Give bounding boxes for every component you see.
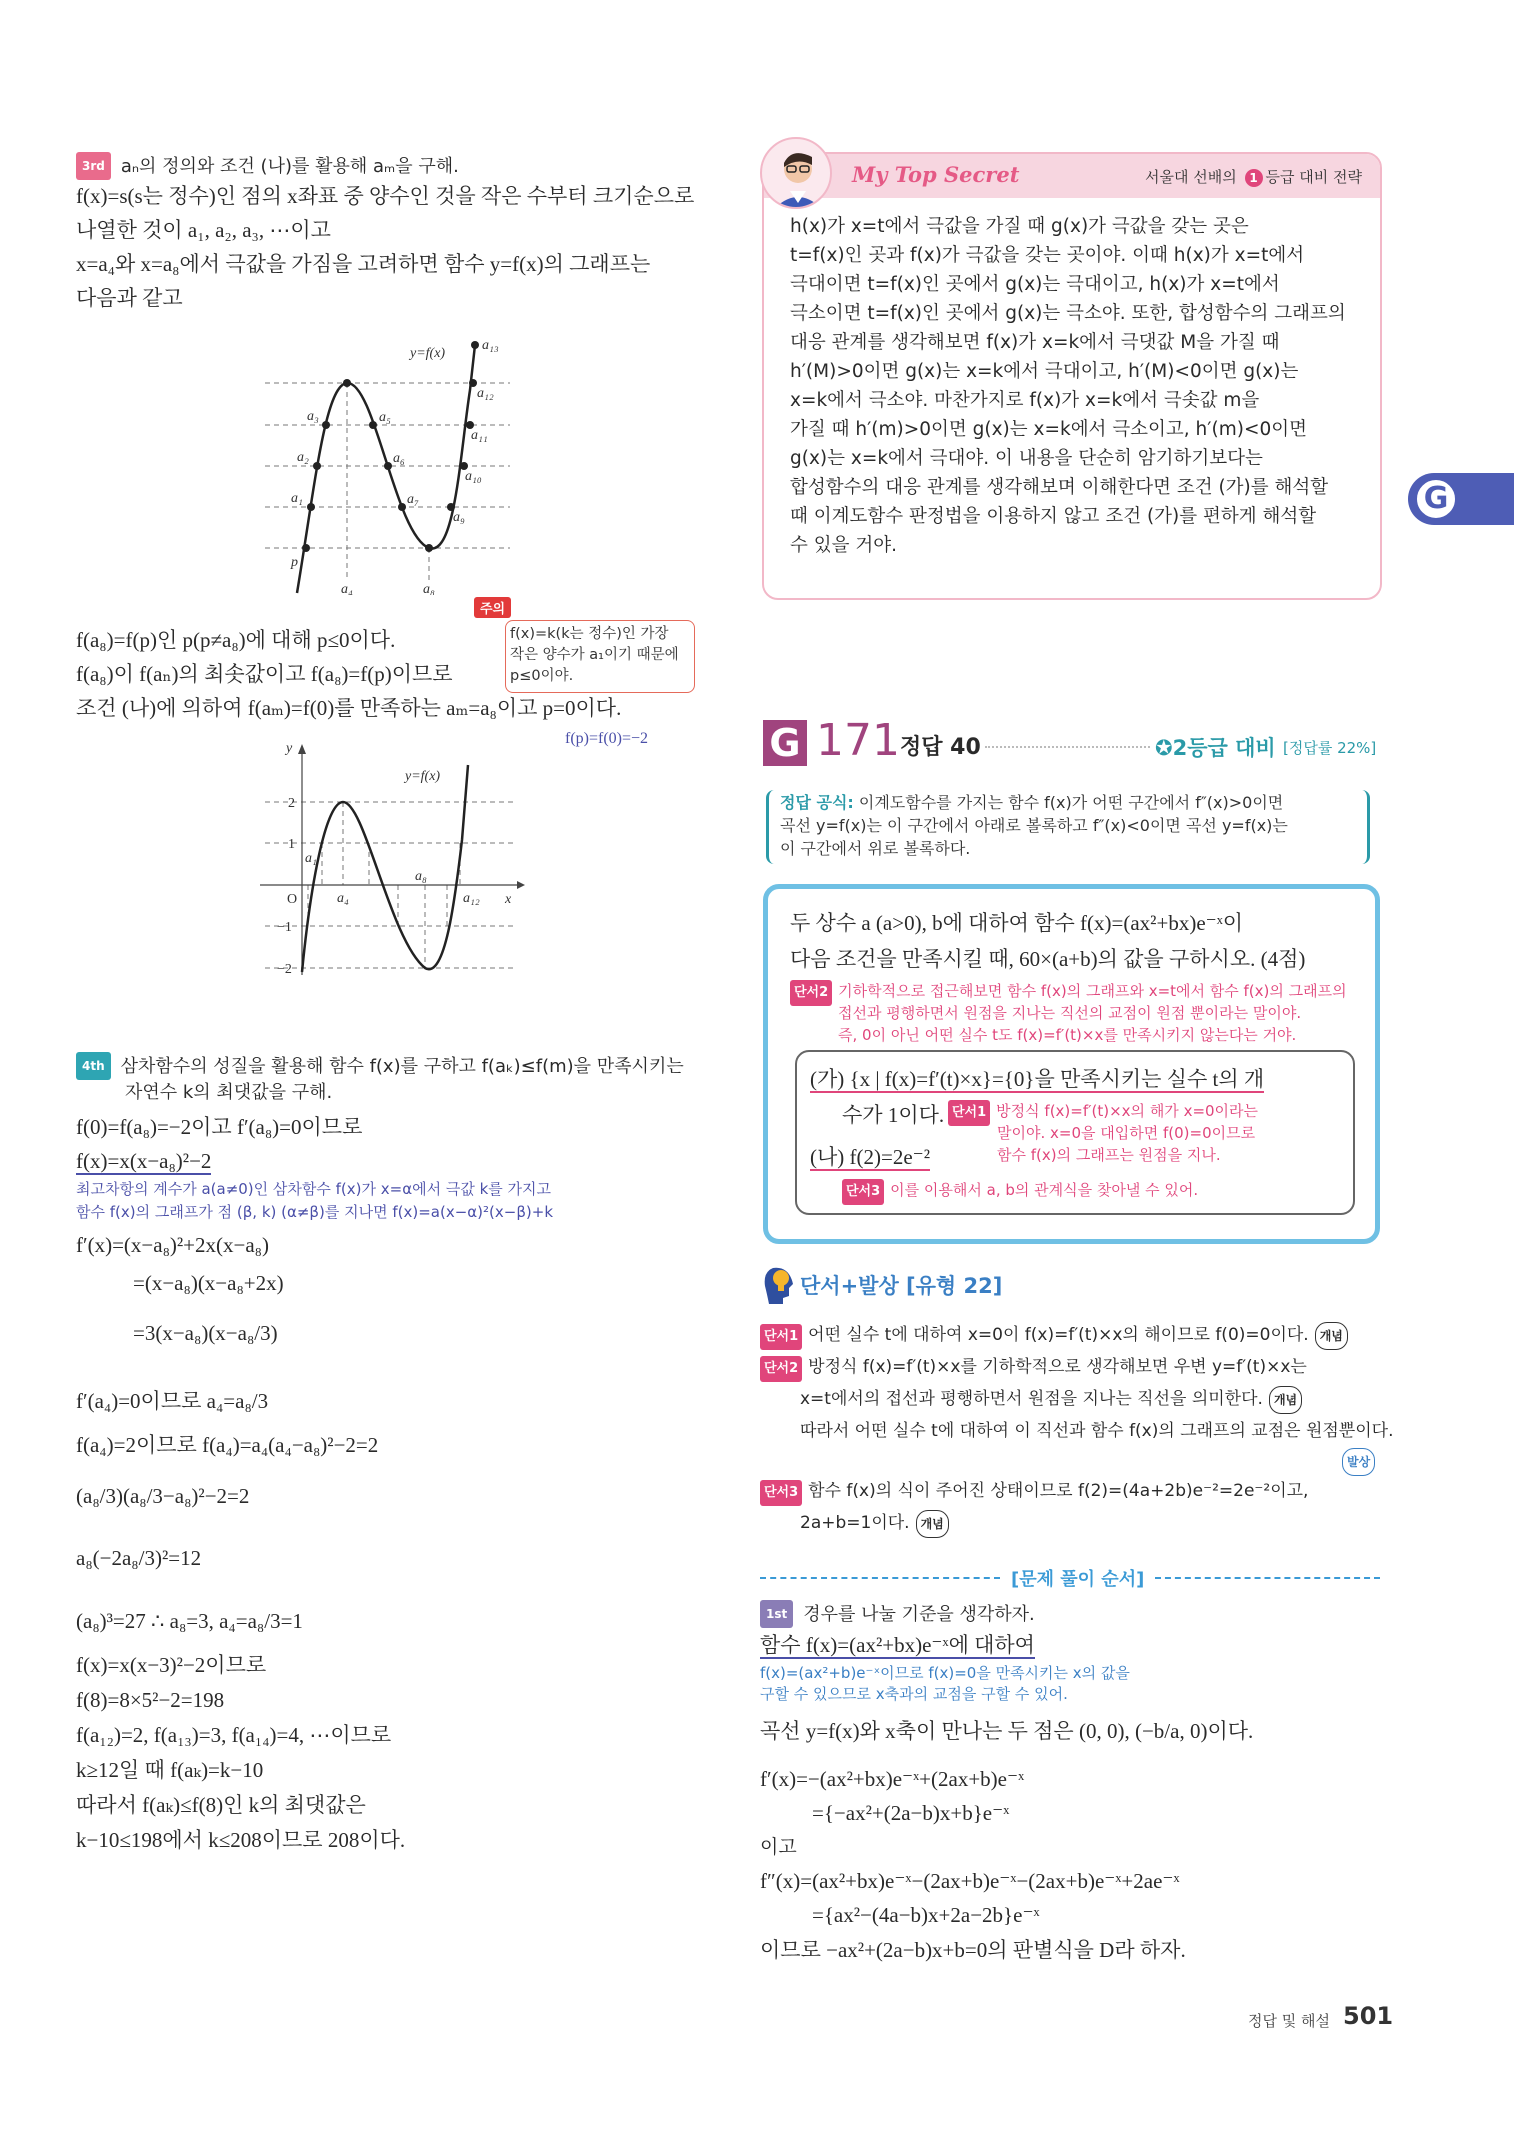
lightbulb-head-icon bbox=[763, 1262, 795, 1306]
hint-item-1: 단서1 어떤 실수 t에 대하여 x=0이 f(x)=f′(t)×x의 해이므로 f(0)=0이다. 개념 bbox=[760, 1322, 1348, 1350]
step3-after-3: 조건 (나)에 의하여 f(aₘ)=f(0)를 만족하는 aₘ=a₈이고 p=0이다. bbox=[76, 696, 622, 720]
step1-line-6: f″(x)=(ax²+bx)e⁻ˣ−(2ax+b)e⁻ˣ−(2ax+b)e⁻ˣ+2ae⁻ˣ bbox=[760, 1869, 1180, 1893]
formula-line-2: 곡선 y=f(x)는 이 구간에서 아래로 볼록하고 f″(x)<0이면 곡선 y=f(x)는 bbox=[780, 816, 1288, 835]
step4-title-1: 삼차함수의 성질을 활용해 함수 f(x)를 구하고 f(aₖ)≤f(m)을 만족시키는 bbox=[120, 1056, 684, 1077]
concept-badge: 개념 bbox=[916, 1510, 949, 1538]
answer-label: 정답 40 bbox=[900, 735, 981, 760]
grade-label: ✪2등급 대비 bbox=[1155, 736, 1276, 760]
hint1-inline-1: 단서1 방정식 f(x)=f′(t)×x의 해가 x=0이라는 bbox=[948, 1098, 1258, 1126]
secret-line-2: t=f(x)인 곳과 f(x)가 극값을 갖는 곳이야. 이때 h(x)가 x=t에서 bbox=[790, 245, 1305, 266]
caution-tag: 주의 bbox=[474, 597, 511, 618]
hint-item-2-line-2: x=t에서의 접선과 평행하면서 원점을 지나는 직선을 의미한다. 개념 bbox=[800, 1386, 1302, 1414]
chapter-g-icon: G bbox=[1414, 477, 1458, 521]
deriv-9: f(x)=x(x−3)²−2이므로 bbox=[76, 1653, 267, 1677]
svg-text:a₁₀: a₁₀ bbox=[465, 469, 482, 484]
step3-line-4: 다음과 같고 bbox=[76, 286, 183, 310]
step4-tag: 4th bbox=[76, 1052, 111, 1080]
svg-text:a₂: a₂ bbox=[297, 450, 309, 465]
deriv-3: =3(x−a₈)(x−a₈/3) bbox=[133, 1321, 278, 1345]
deriv-1: f′(x)=(x−a₈)²+2x(x−a₈) bbox=[76, 1233, 269, 1257]
deriv-10: f(8)=8×5²−2=198 bbox=[76, 1688, 225, 1712]
hint1-inline-3: 함수 f(x)의 그래프는 원점을 지나. bbox=[997, 1146, 1221, 1164]
idea-badge: 발상 bbox=[1342, 1448, 1375, 1476]
step1-line-7: ={ax²−(4a−b)x+2a−2b}e⁻ˣ bbox=[812, 1903, 1040, 1927]
svg-text:a₁: a₁ bbox=[305, 851, 317, 866]
step1-note-2: 구할 수 있으므로 x축과의 교점을 구할 수 있어. bbox=[760, 1685, 1068, 1703]
deriv-13: 따라서 f(aₖ)≤f(8)인 k의 최댓값은 bbox=[76, 1793, 366, 1817]
graph1-curve-label: y=f(x) bbox=[410, 346, 446, 361]
svg-text:a₇: a₇ bbox=[407, 492, 419, 507]
svg-text:a₆: a₆ bbox=[393, 451, 405, 466]
svg-text:a₈: a₈ bbox=[423, 582, 435, 595]
graph2-curve-label: y=f(x) bbox=[405, 769, 441, 784]
avatar-icon bbox=[760, 137, 832, 209]
solution-order-label: [문제 풀이 순서] bbox=[1005, 1565, 1150, 1591]
idea-badge-wrap bbox=[1336, 1448, 1375, 1476]
svg-text:a₁₁: a₁₁ bbox=[471, 428, 488, 443]
condition-na: (나) f(2)=2e⁻² bbox=[810, 1145, 931, 1169]
secret-line-1: h(x)가 x=t에서 극값을 가질 때 g(x)가 극값을 갖는 곳은 bbox=[790, 216, 1249, 237]
secret-line-3: 극대이면 t=f(x)인 곳에서 g(x)는 극대이고, h(x)가 x=t에서 bbox=[790, 274, 1280, 295]
step4-title-2: 자연수 k의 최댓값을 구해. bbox=[125, 1082, 333, 1103]
step1-line-5: 이고 bbox=[760, 1836, 797, 1858]
secret-line-4: 극소이면 t=f(x)인 곳에서 g(x)는 극소야. 또한, 합성함수의 그래프의 bbox=[790, 303, 1346, 324]
hint2-inline-2: 접선과 평행하면서 원점을 지나는 직선의 교점이 원점 뿐이라는 말이야. bbox=[838, 1004, 1302, 1022]
svg-text:a₅: a₅ bbox=[379, 410, 391, 425]
step3-line-2: 나열한 것이 a₁, a₂, a₃, ⋯이고 bbox=[76, 218, 331, 242]
hint-item-3-line-2: 2a+b=1이다. 개념 bbox=[800, 1510, 949, 1538]
problem-statement-2: 다음 조건을 만족시킬 때, 60×(a+b)의 값을 구하시오. (4점) bbox=[790, 947, 1306, 971]
deriv-6: (a₈/3)(a₈/3−a₈)²−2=2 bbox=[76, 1484, 250, 1508]
svg-text:2: 2 bbox=[288, 796, 295, 811]
chapter-g-tab[interactable] bbox=[1408, 473, 1514, 525]
step3-line-3: x=a₄와 x=a₈에서 극값을 가짐을 고려하면 함수 y=f(x)의 그래프는 bbox=[76, 252, 651, 276]
svg-text:a₈: a₈ bbox=[415, 869, 427, 884]
condition-ga-2: 수가 1이다. bbox=[842, 1103, 945, 1127]
step3-tag: 3rd bbox=[76, 152, 111, 180]
callout-line-2: 작은 양수가 a₁이기 때문에 bbox=[510, 647, 679, 663]
graph-cubic-axes bbox=[255, 740, 525, 975]
svg-text:a₉: a₉ bbox=[453, 510, 465, 525]
deriv-4: f′(a₄)=0이므로 a₄=a₈/3 bbox=[76, 1389, 269, 1413]
svg-text:a₁₂: a₁₂ bbox=[463, 891, 480, 906]
deriv-2: =(x−a₈)(x−a₈+2x) bbox=[133, 1271, 284, 1295]
step1-line-4: ={−ax²+(2a−b)x+b}e⁻ˣ bbox=[812, 1801, 1010, 1825]
formula-line-3: 이 구간에서 위로 볼록하다. bbox=[780, 839, 971, 858]
callout-line-3: p≤0이야. bbox=[510, 668, 574, 684]
secret-line-5: 대응 관계를 생각해보면 f(x)가 x=k에서 극댓값 M을 가질 때 bbox=[790, 332, 1280, 353]
concept-badge: 개념 bbox=[1315, 1322, 1348, 1350]
secret-line-11: 때 이계도함수 판정법을 이용하지 않고 조건 (가)를 편하게 해석할 bbox=[790, 506, 1317, 527]
page-number: 501 bbox=[1343, 2002, 1394, 2030]
hint1-inline-2: 말이야. x=0을 대입하면 f(0)=0이므로 bbox=[997, 1124, 1256, 1142]
hint-item-2: 단서2 방정식 f(x)=f′(t)×x를 기하학적으로 생각해보면 우변 y=f′(t)×x는 bbox=[760, 1354, 1307, 1382]
problem-letter-box: G bbox=[763, 720, 807, 766]
formula-line-1: 정답 공식: 이계도함수를 가지는 함수 f(x)가 어떤 구간에서 f″(x)>0이면 bbox=[780, 793, 1284, 812]
secret-line-10: 합성함수의 대응 관계를 생각해보며 이해한다면 조건 (가)를 해석할 bbox=[790, 477, 1329, 498]
condition-ga: (가) {x | f(x)=f′(t)×x}={0}을 만족시키는 실수 t의 개 bbox=[810, 1067, 1265, 1091]
grade-one-badge: 1 bbox=[1245, 169, 1263, 187]
problem-number: 171 bbox=[816, 715, 900, 766]
concept-badge: 개념 bbox=[1269, 1386, 1302, 1414]
hint3-inline: 단서3 이를 이용해서 a, b의 관계식을 찾아낼 수 있어. bbox=[842, 1177, 1198, 1205]
step1-note-1: f(x)=(ax²+b)e⁻ˣ이므로 f(x)=0을 만족시키는 x의 값을 bbox=[760, 1664, 1130, 1682]
step4-note-2: 함수 f(x)의 그래프가 점 (β, k) (α≠β)를 지나면 f(x)=a(x−α)²(x−β)+k bbox=[76, 1203, 554, 1221]
step1-line-2: 곡선 y=f(x)와 x축이 만나는 두 점은 (0, 0), (−b/a, 0)이다. bbox=[760, 1719, 1254, 1743]
solution-order-divider bbox=[760, 1567, 1380, 1590]
footer-section-label: 정답 및 해설 bbox=[1248, 2012, 1330, 2030]
deriv-5: f(a₄)=2이므로 f(a₄)=a₄(a₄−a₈)²−2=2 bbox=[76, 1433, 379, 1457]
deriv-8: (a₈)³=27 ∴ a₈=3, a₄=a₈/3=1 bbox=[76, 1609, 303, 1633]
hints-title: 단서+발상 [유형 22] bbox=[800, 1274, 1003, 1298]
step3-title: aₙ의 정의와 조건 (나)를 활용해 aₘ을 구해. bbox=[120, 156, 459, 177]
svg-text:1: 1 bbox=[288, 837, 295, 852]
step3-after-1: f(a₈)=f(p)인 p(p≠a₈)에 대해 p≤0이다. bbox=[76, 628, 396, 652]
hint-item-2-line-3: 따라서 어떤 실수 t에 대하여 이 직선과 함수 f(x)의 그래프의 교점은 원점뿐이다. bbox=[800, 1421, 1394, 1441]
deriv-7: a₈(−2a₈/3)²=12 bbox=[76, 1546, 202, 1570]
secret-subtitle: 서울대 선배의 1 등급 대비 전략 bbox=[1145, 168, 1362, 186]
hint2-inline-1: 단서2 기하학적으로 접근해보면 함수 f(x)의 그래프와 x=t에서 함수 f(x)의 그래프의 bbox=[790, 978, 1347, 1006]
svg-text:a₁: a₁ bbox=[291, 491, 303, 506]
step4-heading bbox=[76, 1052, 684, 1080]
secret-header bbox=[764, 154, 1380, 198]
step4-line-1: f(0)=f(a₈)=−2이고 f′(a₈)=0이므로 bbox=[76, 1115, 363, 1139]
svg-text:y: y bbox=[286, 741, 293, 756]
svg-text:a₃: a₃ bbox=[307, 409, 319, 424]
deriv-11: f(a₁₂)=2, f(a₁₃)=3, f(a₁₄)=4, ⋯이므로 bbox=[76, 1723, 392, 1747]
secret-line-6: h′(M)>0이면 g(x)는 x=k에서 극대이고, h′(M)<0이면 g(x)는 bbox=[790, 361, 1299, 382]
secret-line-7: x=k에서 극소야. 마찬가지로 f(x)가 x=k에서 극솟값 m을 bbox=[790, 390, 1260, 411]
step1-tag: 1st bbox=[760, 1600, 793, 1628]
step4-note-1: 최고차항의 계수가 a(a≠0)인 삼차함수 f(x)가 x=α에서 극값 k를 가지고 bbox=[76, 1180, 552, 1198]
svg-text:p: p bbox=[291, 555, 298, 570]
svg-text:−2: −2 bbox=[277, 962, 292, 975]
step3-heading bbox=[76, 152, 459, 180]
svg-text:a₁₂: a₁₂ bbox=[477, 386, 494, 401]
secret-line-9: g(x)는 x=k에서 극대야. 이 내용을 단순히 암기하기보다는 bbox=[790, 448, 1263, 469]
step1-heading: 1st 경우를 나눌 기준을 생각하자. bbox=[760, 1600, 1035, 1628]
svg-text:−1: −1 bbox=[277, 920, 292, 935]
hint2-inline-3: 즉, 0이 아닌 어떤 실수 t도 f(x)=f′(t)×x를 만족시키지 않는다는 거야. bbox=[838, 1026, 1297, 1044]
step4-line-2: f(x)=x(x−a₈)²−2 bbox=[76, 1149, 212, 1173]
secret-line-12: 수 있을 거야. bbox=[790, 535, 897, 556]
svg-text:O: O bbox=[287, 892, 298, 907]
step1-line-1: 함수 f(x)=(ax²+bx)e⁻ˣ에 대하여 bbox=[760, 1633, 1035, 1657]
svg-text:a₄: a₄ bbox=[341, 582, 353, 595]
step1-line-8: 이므로 −ax²+(2a−b)x+b=0의 판별식을 D라 하자. bbox=[760, 1938, 1186, 1962]
hint-item-3: 단서3 함수 f(x)의 식이 주어진 상태이므로 f(2)=(4a+2b)e⁻²=2e⁻²이고, bbox=[760, 1478, 1308, 1506]
step3-line-1: f(x)=s(s는 정수)인 점의 x좌표 중 양수인 것을 작은 수부터 크기순으로 bbox=[76, 184, 695, 208]
dotted-leader bbox=[985, 746, 1150, 748]
secret-line-8: 가질 때 h′(m)>0이면 g(x)는 x=k에서 극소이고, h′(m)<0이면 bbox=[790, 419, 1307, 440]
deriv-14: k−10≤198에서 k≤208이므로 208이다. bbox=[76, 1828, 406, 1852]
deriv-12: k≥12일 때 f(aₖ)=k−10 bbox=[76, 1758, 264, 1782]
svg-text:a₄: a₄ bbox=[337, 891, 349, 906]
step1-line-3: f′(x)=−(ax²+bx)e⁻ˣ+(2ax+b)e⁻ˣ bbox=[760, 1767, 1025, 1791]
secret-title: My Top Secret bbox=[852, 162, 1020, 187]
graph-level-sets bbox=[255, 335, 510, 595]
step3-annotation: f(p)=f(0)=−2 bbox=[565, 730, 649, 747]
correct-rate: [정답률 22%] bbox=[1283, 739, 1377, 757]
problem-statement-1: 두 상수 a (a>0), b에 대하여 함수 f(x)=(ax²+bx)e⁻ˣ이 bbox=[790, 911, 1244, 935]
callout-line-1: f(x)=k(k는 정수)인 가장 bbox=[510, 626, 669, 642]
svg-text:a₁₃: a₁₃ bbox=[482, 338, 499, 353]
svg-text:x: x bbox=[505, 892, 512, 907]
step3-after-2: f(a₈)이 f(aₙ)의 최솟값이고 f(a₈)=f(p)이므로 bbox=[76, 662, 453, 686]
